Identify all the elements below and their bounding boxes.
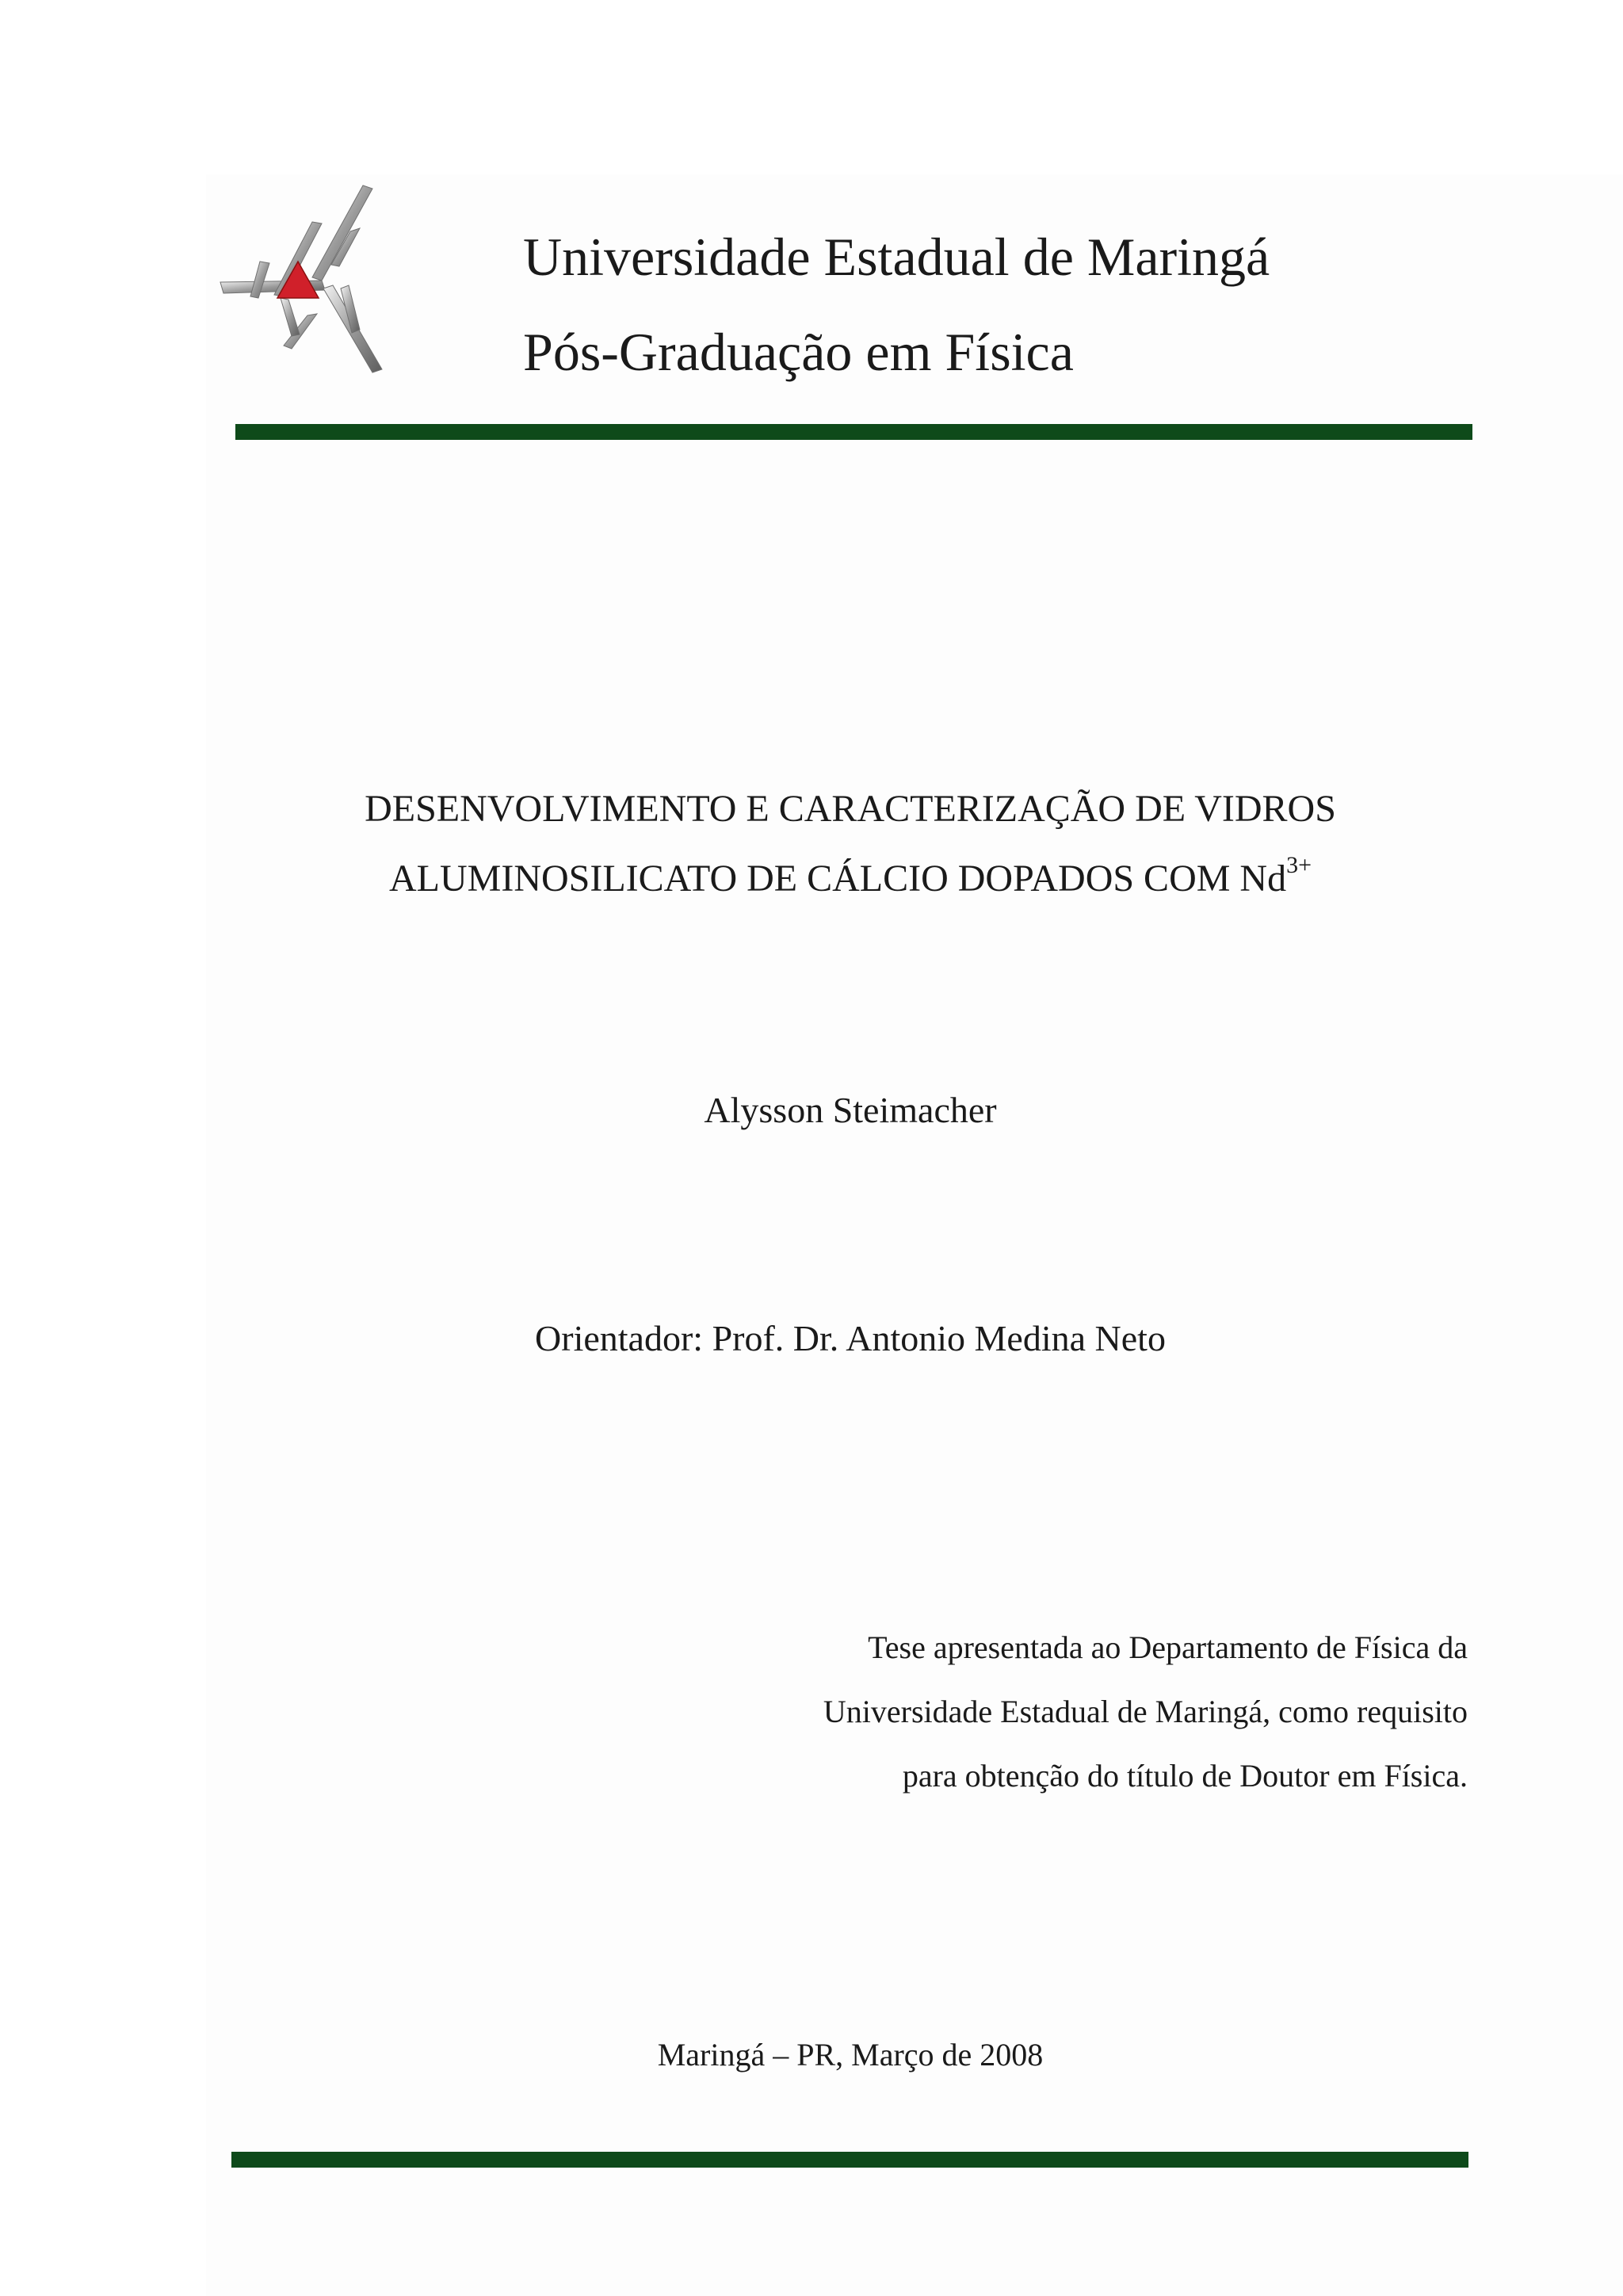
thesis-statement-line-2: Universidade Estadual de Maringá, como requisito bbox=[823, 1694, 1468, 1729]
thesis-statement-line-1: Tese apresentada ao Departamento de Física da bbox=[868, 1629, 1468, 1665]
neodymium-charge-superscript: 3+ bbox=[1286, 852, 1312, 878]
uem-logo-icon bbox=[204, 179, 387, 377]
footer-divider bbox=[231, 2152, 1468, 2168]
thesis-title-line-1: DESENVOLVIMENTO E CARACTERIZAÇÃO DE VIDROS bbox=[365, 788, 1336, 830]
header-divider bbox=[235, 424, 1472, 440]
thesis-title-line-2-text: ALUMINOSILICATO DE CÁLCIO DOPADOS COM Nd bbox=[389, 858, 1287, 900]
place-and-date: Maringá – PR, Março de 2008 bbox=[657, 2037, 1044, 2073]
thesis-title-line-2 bbox=[0, 852, 1623, 900]
thesis-statement bbox=[823, 1615, 1468, 1808]
university-name: Universidade Estadual de Maringá bbox=[523, 227, 1270, 287]
page-background bbox=[206, 174, 1623, 2296]
author-name: Alysson Steimacher bbox=[704, 1090, 997, 1130]
thesis-statement-line-3: para obtenção do título de Doutor em Física. bbox=[902, 1758, 1468, 1794]
program-name: Pós-Graduação em Física bbox=[523, 322, 1074, 382]
advisor-line: Orientador: Prof. Dr. Antonio Medina Neto bbox=[535, 1318, 1166, 1358]
